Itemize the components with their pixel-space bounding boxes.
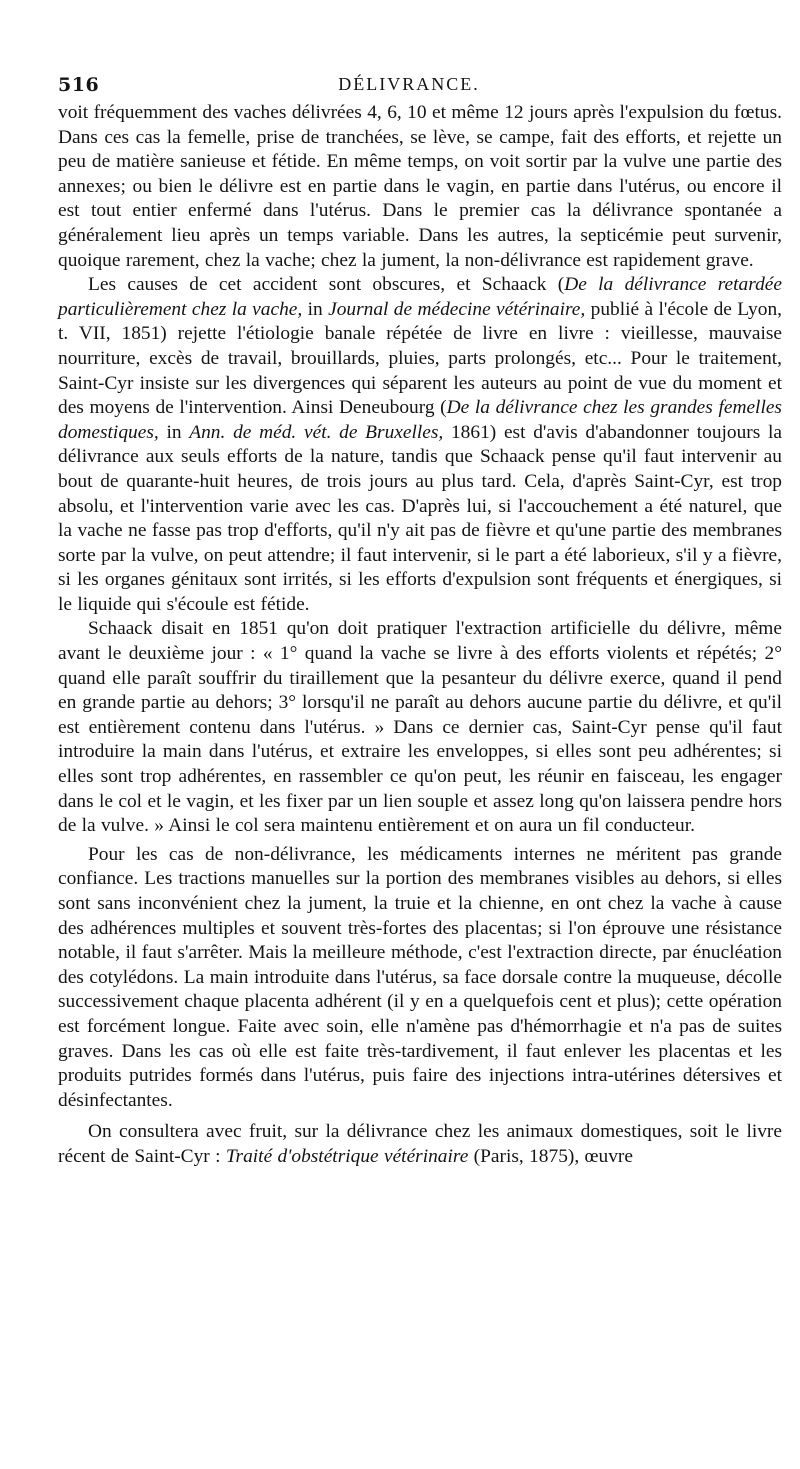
- page-number: 516: [58, 74, 100, 96]
- paragraph-3: [58, 617, 782, 838]
- paragraph-5: [58, 1120, 782, 1169]
- text-run: in: [158, 421, 190, 443]
- italic-citation: Ann. de méd. vét. de Bruxelles,: [189, 421, 444, 443]
- text-run: (Paris, 1875), œuvre: [468, 1145, 634, 1167]
- text-run: publié à l'école de Lyon, t. VII, 1851) rejette l'étiologie banale répétée de livre en livre : vieillesse, mauvaise nourriture, excès de travail, brouillards, pluies, parts prolongés, etc... Pour le traitement, Saint-Cyr insiste sur les divergences qui séparent les auteurs au point de vue du moment et des moyens de l'intervention. Ainsi Deneubourg (: [58, 298, 782, 419]
- paragraph-2: [58, 273, 782, 617]
- italic-citation: De la délivrance retardée particulièrement chez la vache,: [58, 274, 782, 320]
- paragraph-1: [58, 101, 782, 273]
- text-run: On consultera avec fruit, sur la délivrance chez les animaux domestiques, soit le livre récent de Saint-Cyr :: [58, 1121, 782, 1167]
- page-body: [58, 101, 782, 1170]
- text-run: voit fréquemment des vaches délivrées 4, 6, 10 et même 12 jours après l'expulsion du fœtus. Dans ces cas la femelle, prise de tranchées, se lève, se campe, fait des efforts, et rejette un peu de matière sanieuse et fétide. En même temps, on voit sortir par la vulve une partie des annexes; ou bien le délivre est en partie dans le vagin, en partie dans l'utérus, ou encore il est tout entier enfermé dans l'utérus. Dans le premier cas la délivrance spontanée a généralement lieu après un temps variable. Dans les autres, la septicémie peut survenir, quoique rarement, chez la vache; chez la jument, la non-délivrance est rapidement grave.: [58, 102, 782, 271]
- text-run: Schaack disait en 1851 qu'on doit pratiquer l'extraction artificielle du délivre, même avant le deuxième jour : « 1° quand la vache se livre à des efforts violents et répétés; 2° quand elle paraît souffrir du tiraillement que la pesanteur du délivre exerce, quand il pend en grande partie au dehors; 3° lorsqu'il ne paraît au dehors aucune partie du délivre, et qu'il est entièrement contenu dans l'utérus. » Dans ce dernier cas, Saint-Cyr pense qu'il faut introduire la main dans l'utérus, et extraire les enveloppes, si elles sont peu adhérentes; si elles sont trop adhérentes, en rassembler ce qu'on peut, les réunir en faisceau, les engager dans le col et le vagin, et les fixer par un lien souple et assez long qu'on laissera pendre hors de la vulve. » Ainsi le col sera maintenu entièrement et on aura un fil conducteur.: [58, 618, 782, 837]
- page-header: [58, 74, 760, 100]
- text-run: Les causes de cet accident sont obscures, et Schaack (: [88, 274, 565, 296]
- text-run: in: [302, 298, 329, 320]
- text-run: Pour les cas de non-délivrance, les médicaments internes ne méritent pas grande confiance. Les tractions manuelles sur la portion des membranes visibles au dehors, si elles sont sans inconvénient chez la jument, la truie et la chienne, en ont chez la vache à cause des adhérences multiples et souvent très-fortes des placentas; si l'on éprouve une résistance notable, il faut s'arrêter. Mais la meilleure méthode, c'est l'extraction directe, par énucléation des cotylédons. La main introduite dans l'utérus, sa face dorsale contre la muqueuse, décolle successivement chaque placenta adhérent (il y en a quelquefois cent et plus); cette opération est forcément longue. Faite avec soin, elle n'amène pas d'hémorrhagie et n'a pas de suites graves. Dans les cas où elle est faite très-tardivement, il faut enlever les placentas et les produits putrides formés dans l'utérus, puis faire des injections intra-utérines détersives et désinfectantes.: [58, 843, 782, 1111]
- text-run: 1861) est d'avis d'abandonner toujours la délivrance aux seuls efforts de la nature, tandis que Schaack pense qu'il faut intervenir au bout de quarante-huit heures, de trois jours au plus tard. Cela, d'après Saint-Cyr, est trop absolu, et l'intervention varie avec les cas. D'après lui, si l'accouchement a été naturel, que la vache ne fasse pas trop d'efforts, qu'il n'y ait pas de fièvre et qu'une partie des membranes sorte par la vulve, on peut attendre; il faut intervenir, si le part a été laborieux, s'il y a fièvre, si les organes génitaux sont irrités, si les efforts d'expulsion sont fréquents et énergiques, si le liquide qui s'écoule est fétide.: [58, 421, 783, 615]
- paragraph-4: [58, 843, 782, 1114]
- italic-citation: Traité d'obstétrique vétérinaire: [225, 1145, 469, 1167]
- italic-citation: Journal de médecine vétérinaire,: [328, 298, 586, 320]
- italic-citation: De la délivrance chez les grandes femelles domestiques,: [58, 397, 782, 443]
- running-title: DÉLIVRANCE.: [338, 74, 480, 94]
